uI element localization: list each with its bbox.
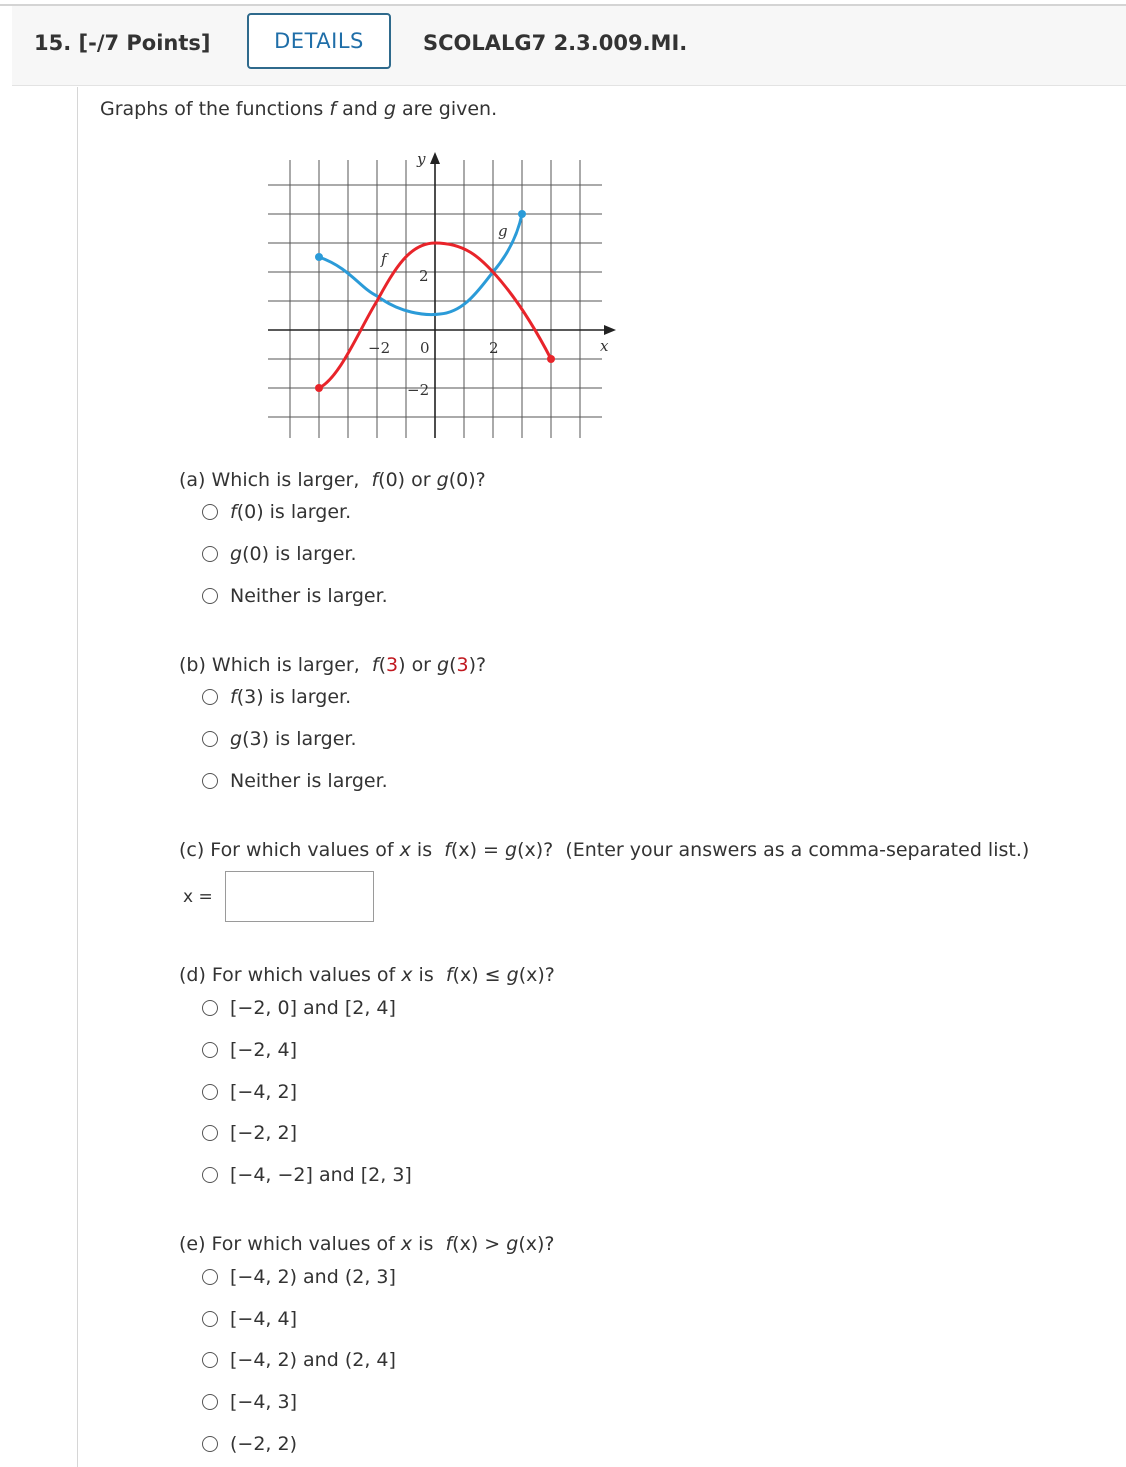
part-e-option-5[interactable]: (−2, 2) [202,1433,297,1455]
y-axis-arrow [430,152,440,164]
problem-code: SCOLALG7 2.3.009.MI. [423,31,688,55]
function-graph [260,148,622,443]
y-tick-neg2: −2 [407,381,430,399]
part-b-option-2[interactable]: g (3) is larger. [202,728,357,750]
answer-label: x = [183,887,213,907]
part-c-question: (c) For which values of x is f(x) = g(x)? (Enter your answers as a comma-separated list.) [179,839,1030,861]
radio-circle[interactable] [202,1042,218,1058]
radio-circle[interactable] [202,1000,218,1016]
part-a-question: (a) Which is larger, f(0) or g(0)? [179,469,486,491]
part-d-option-2[interactable]: [−2, 4] [202,1039,297,1061]
part-d-option-5[interactable]: [−4, −2] and [2, 3] [202,1164,412,1186]
radio-circle[interactable] [202,731,218,747]
g-curve [319,214,522,315]
part-b-option-3[interactable]: Neither is larger. [202,770,388,792]
f-left-endpoint [315,384,323,392]
x-axis-arrow [604,325,616,335]
part-e-option-4[interactable]: [−4, 3] [202,1391,297,1413]
radio-circle[interactable] [202,773,218,789]
radio-circle[interactable] [202,1167,218,1183]
left-border [77,87,78,1467]
part-d-option-3[interactable]: [−4, 2] [202,1081,297,1103]
radio-circle[interactable] [202,1125,218,1141]
radio-circle[interactable] [202,1311,218,1327]
part-e-option-3[interactable]: [−4, 2) and (2, 4] [202,1349,396,1371]
radio-circle[interactable] [202,1436,218,1452]
radio-circle[interactable] [202,588,218,604]
y-tick-2: 2 [419,267,429,285]
part-a-option-2[interactable]: g (0) is larger. [202,543,357,565]
part-b-question: (b) Which is larger, f(3) or g(3)? [179,654,487,676]
radio-circle[interactable] [202,504,218,520]
details-button[interactable]: DETAILS [247,13,391,69]
part-b-option-1[interactable]: f (3) is larger. [202,686,351,708]
x-axis-label: x [600,337,609,355]
question-header [12,6,1126,86]
part-d-option-4[interactable]: [−2, 2] [202,1122,297,1144]
part-d-question: (d) For which values of x is f(x) ≤ g(x)? [179,964,555,986]
f-curve-label: f [381,250,387,268]
radio-circle[interactable] [202,546,218,562]
answer-input[interactable] [225,871,374,922]
radio-circle[interactable] [202,1084,218,1100]
y-axis-label: y [417,150,426,168]
g-left-endpoint [315,253,323,261]
part-a-option-1[interactable]: f (0) is larger. [202,501,351,523]
f-right-endpoint [547,355,555,363]
part-a-option-3[interactable]: Neither is larger. [202,585,388,607]
g-right-endpoint [518,210,526,218]
intro-text: Graphs of the functions f and g are given. [100,98,498,120]
g-curve-label: g [498,222,508,240]
part-d-option-1[interactable]: [−2, 0] and [2, 4] [202,997,396,1019]
radio-circle[interactable] [202,1352,218,1368]
x-tick-neg2: −2 [368,339,391,357]
x-tick-2: 2 [489,339,499,357]
part-e-question: (e) For which values of x is f(x) > g(x)? [179,1233,555,1255]
radio-circle[interactable] [202,1269,218,1285]
radio-circle[interactable] [202,689,218,705]
part-e-option-1[interactable]: [−4, 2) and (2, 3] [202,1266,396,1288]
x-tick-0: 0 [420,339,430,357]
question-number: 15. [-/7 Points] [34,31,211,55]
radio-circle[interactable] [202,1394,218,1410]
part-e-option-2[interactable]: [−4, 4] [202,1308,297,1330]
